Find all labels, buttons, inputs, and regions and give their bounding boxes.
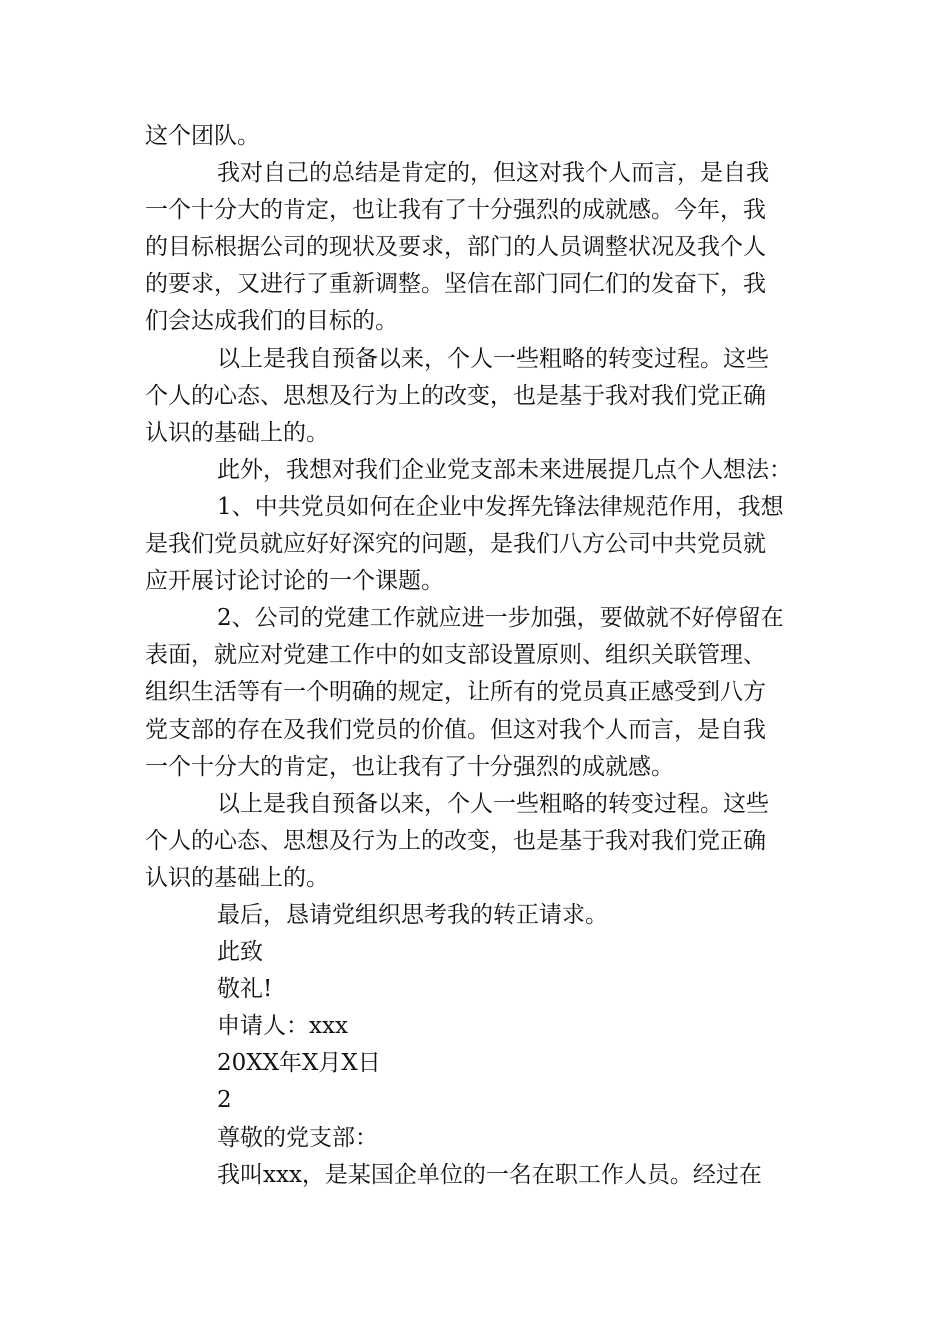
date-line: 20XX年X月X日 [217, 1050, 381, 1077]
text-line: 表面，就应对党建工作中的如支部设置原则、组织关联管理、 [145, 642, 766, 669]
text-line: 一个十分大的肯定，也让我有了十分强烈的成就感。 [145, 753, 674, 780]
text-line: 组织生活等有一个明确的规定，让所有的党员真正感受到八方 [145, 679, 766, 706]
closing-salutation: 此致 [217, 939, 263, 966]
text-line: 我对自己的总结是肯定的，但这对我个人而言，是自我 [217, 160, 769, 187]
document-body [145, 118, 810, 1194]
text-line: 是我们党员就应好好深究的问题，是我们八方公司中共党员就 [145, 531, 766, 558]
text-line: 认识的基础上的。 [145, 419, 329, 446]
text-line: 个人的心态、思想及行为上的改变，也是基于我对我们党正确 [145, 382, 766, 409]
text-line: 党支部的存在及我们党员的价值。但这对我个人而言，是自我 [145, 716, 766, 743]
text-line: 我叫xxx，是某国企单位的一名在职工作人员。经过在 [217, 1161, 762, 1188]
text-line: 最后，恳请党组织思考我的转正请求。 [217, 901, 608, 928]
text-line: 的要求，又进行了重新调整。坚信在部门同仁们的发奋下，我 [145, 271, 766, 298]
text-line: 以上是我自预备以来，个人一些粗略的转变过程。这些 [217, 345, 769, 372]
text-line: 以上是我自预备以来，个人一些粗略的转变过程。这些 [217, 790, 769, 817]
text-line: 这个团队。 [145, 123, 260, 149]
text-line: 一个十分大的肯定，也让我有了十分强烈的成就感。今年，我 [145, 197, 766, 224]
text-line: 认识的基础上的。 [145, 864, 329, 891]
section-number: 2 [217, 1087, 232, 1114]
applicant-signature: 申请人：xxx [217, 1013, 348, 1040]
text-line: 2、公司的党建工作就应进一步加强，要做就不好停留在 [217, 605, 784, 632]
text-line: 个人的心态、思想及行为上的改变，也是基于我对我们党正确 [145, 827, 766, 854]
greeting-line: 尊敬的党支部： [217, 1124, 378, 1151]
text-line: 1、中共党员如何在企业中发挥先锋法律规范作用，我想 [217, 493, 784, 520]
text-line: 应开展讨论讨论的一个课题。 [145, 568, 444, 595]
closing-regards: 敬礼! [217, 976, 273, 1003]
text-line: 们会达成我们的目标的。 [145, 308, 398, 335]
text-line: 此外，我想对我们企业党支部未来进展提几点个人想法： [217, 456, 792, 483]
text-line: 的目标根据公司的现状及要求，部门的人员调整状况及我个人 [145, 234, 766, 261]
